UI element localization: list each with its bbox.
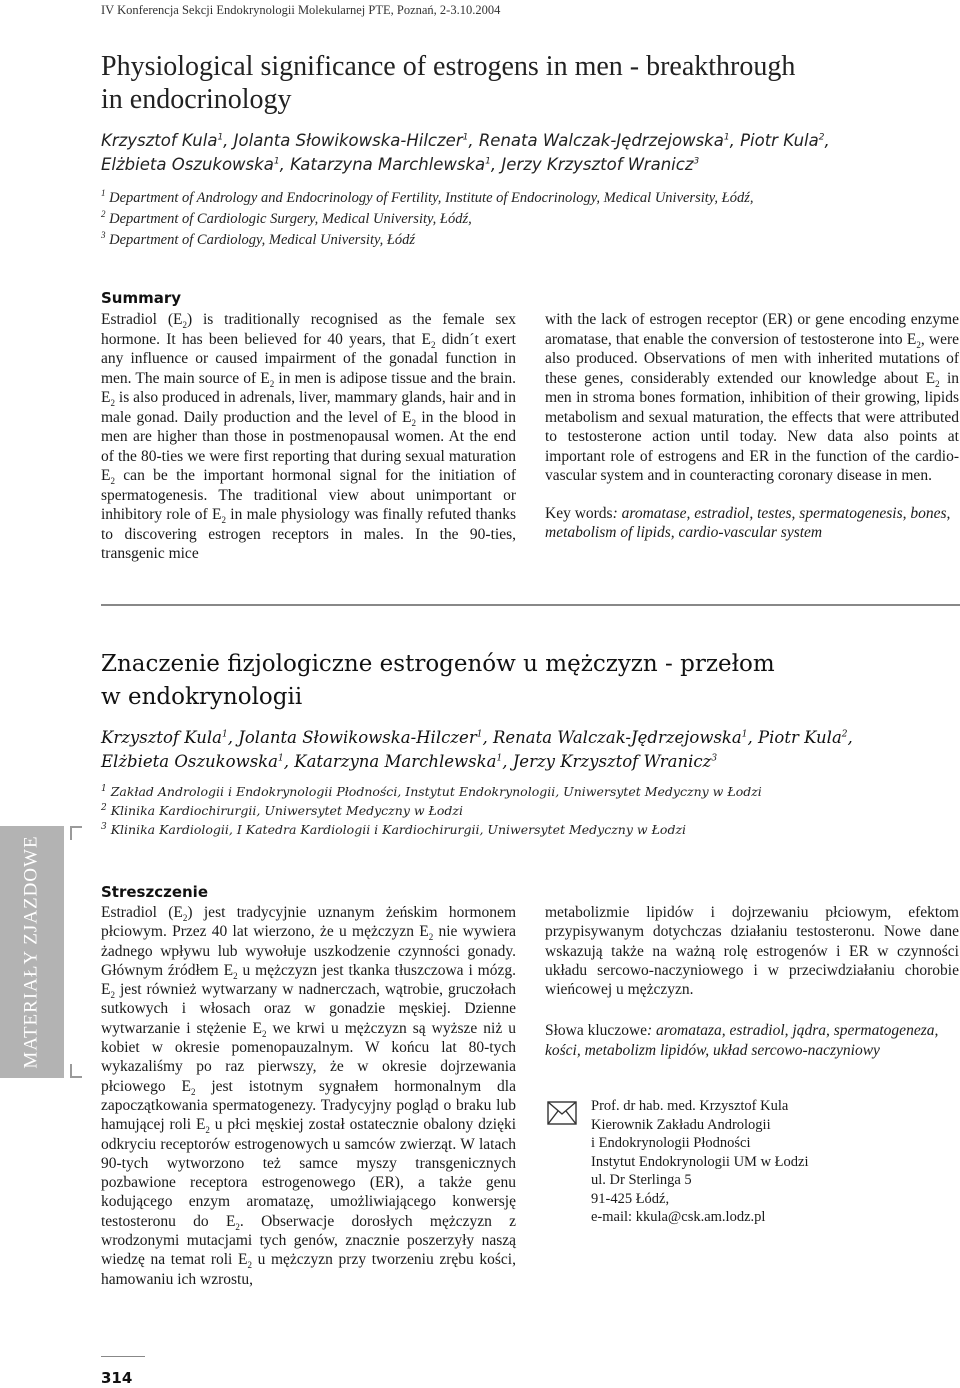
author-affiliation-mark: 3 (693, 156, 700, 167)
text-run: jest istotnym sygnałem hormonalnym dla zapoczątkowania spermatogenezy. Tradycyjny pogląd o braku lub hamującej roli E (101, 1077, 516, 1134)
summary-column-right (545, 310, 959, 543)
subscript: 2 (269, 378, 275, 389)
title-line: in endocrinology (101, 84, 292, 115)
streszczenie-heading: Streszczenie (101, 883, 208, 901)
article-title-pl (101, 648, 951, 714)
title-line: Physiological significance of estrogens in men - breakthrough (101, 51, 796, 82)
affiliation-text: Zakład Andrologii i Endokrynologii Płodności, Instytut Endokrynologii, Uniwersytet Medyczny w Łodzi (106, 784, 762, 799)
affiliation-item (101, 820, 960, 839)
affiliation-text: Department of Andrology and Endocrinology of Fertility, Institute of Endocrinology, Medical University, Łódź, (105, 190, 754, 206)
text-run: didn´t exert any influence or caused impairment of the gonadal function in men. The main source of E (101, 330, 516, 387)
author-separator: , (468, 131, 479, 150)
affiliation-number: 3 (101, 230, 106, 241)
author-name: Jolanta Słowikowska-Hilczer (233, 131, 463, 150)
author-separator: , (279, 155, 291, 174)
text-run: ) jest tradycyjnie uznanym żeńskim hormonem płciowym. Przez 40 lat wierzono, że u mężczyzn E (101, 904, 516, 941)
conference-header: IV Konferencja Sekcji Endokrynologii Molekularnej PTE, Poznań, 2-3.10.2004 (101, 3, 501, 17)
text-run: u płci męskiej został ostatecznie obalony dzięki odkryciu receptorów estrogenowych u samców zwierząt. W latach 90-tych wytworzono też samce myszy transgenicznych pozbawione receptora estrogenowego (ER), a także genu kodującego enzym aromatazę, umożliwiającego konwersję testosteronu do E (101, 1116, 517, 1230)
author-separator: , (747, 728, 758, 747)
contact-line: Instytut Endokrynologii UM w Łodzi (591, 1153, 809, 1170)
contact-line: i Endokrynologii Płodności (591, 1135, 751, 1151)
section-divider (101, 604, 960, 606)
keywords-pl (545, 1021, 959, 1060)
text-run: with the lack of estrogen receptor (ER) or gene encoding enzyme aromatase, that enable the conversion of testosterone into E (545, 311, 959, 348)
author-name: Piotr Kula (740, 131, 819, 150)
author-affiliation-mark: 2 (841, 729, 848, 740)
author-list-en (101, 129, 960, 177)
subscript: 2 (205, 1125, 210, 1136)
affiliation-text: Department of Cardiologic Surgery, Medical University, Łódź, (105, 211, 472, 227)
author-name: Krzysztof Kula (101, 131, 218, 150)
contact-line: ul. Dr Sterlinga 5 (591, 1172, 692, 1188)
article-title-en (101, 50, 951, 116)
subscript: 2 (247, 1260, 252, 1271)
text-run: u mężczyzn przy tworzeniu zrębu kości, hamowaniu ich wzrostu, (101, 1251, 516, 1288)
text-run: nie wywiera żadnego wpływu lub wywołuje uszkodzenie czynności gonady. Głównym źródłem E (101, 923, 516, 979)
author-affiliation-mark: 3 (711, 753, 718, 764)
keywords-label: Key words (545, 504, 613, 522)
subscript: 2 (182, 913, 188, 924)
author-separator: , (490, 155, 502, 174)
author-separator: , (729, 131, 741, 150)
author-separator: , (223, 131, 234, 150)
contact-line: Prof. dr hab. med. Krzysztof Kula (591, 1098, 789, 1114)
text-run: metabolizmie lipidów i dojrzewaniu płciowym, efektom przypisywanym dotychczas działaniu testosteronu. Nowe dane wskazują także na ważną rolę estrogenów i ER w czynności układu sercowo-naczyniowego i w przeciwdziałaniu chorobie wieńcowej u mężczyzn. (545, 904, 959, 999)
affiliation-text: Klinika Kardiologii, I Katedra Kardiologii i Kardiochirurgii, Uniwersytet Medyczny w Łodzi (106, 822, 687, 837)
author-name: Elżbieta Oszukowska (101, 752, 279, 771)
streszczenie-column-right (545, 903, 959, 1060)
subscript: 2 (428, 932, 434, 943)
title-line: w endokrynologii (101, 684, 303, 710)
envelope-icon (547, 1101, 577, 1125)
affiliation-number: 2 (101, 209, 106, 220)
summary-heading: Summary (101, 289, 182, 307)
author-name: Katarzyna Marchlewska (294, 752, 497, 771)
subscript: 2 (233, 970, 238, 981)
subscript: 2 (182, 320, 187, 331)
author-affiliation-mark: 1 (496, 753, 503, 764)
subscript: 2 (110, 476, 115, 487)
author-separator: , (824, 131, 830, 150)
author-affiliation-mark: 1 (278, 753, 284, 764)
text-run: we krwi u mężczyzn są wyższe niż u kobiet w okresie pomenopauzalnym. W końcu lat 80-tych wykazaliśmy po raz pierwszy, że w okresie dojrzewania płciowego E (101, 1019, 516, 1095)
author-affiliation-mark: 2 (818, 132, 825, 143)
text-run: is also produced in adrenals, liver, mammary glands, hair and in male gonad. Daily production and the level of E (101, 389, 516, 426)
author-name: Renata Walczak-Jędrzejowska (492, 728, 742, 747)
affiliation-item (101, 230, 960, 251)
author-affiliation-mark: 1 (462, 132, 469, 143)
streszczenie-column-left (101, 903, 516, 1289)
affiliation-text: Department of Cardiology, Medical University, Łódź (105, 232, 416, 248)
author-separator: , (502, 752, 513, 771)
author-name: Renata Walczak-Jędrzejowska (478, 131, 724, 150)
subscript: 2 (190, 1086, 196, 1097)
text-run: , were also produced. Observations of men with inherited mutations of these genes, considerably extended our knowledge about E (545, 330, 959, 387)
author-name: Katarzyna Marchlewska (290, 155, 486, 174)
page-number: 314 (101, 1369, 133, 1387)
author-affiliation-mark: 1 (476, 729, 483, 740)
correspondence-address (591, 1097, 891, 1227)
author-affiliation-mark: 1 (723, 132, 730, 143)
author-line (101, 153, 960, 177)
author-name: Elżbieta Oszukowska (101, 155, 274, 174)
author-separator: , (283, 752, 295, 771)
affiliation-number: 1 (101, 783, 107, 794)
subscript: 2 (935, 378, 940, 389)
subscript: 2 (430, 339, 436, 350)
affiliation-number: 2 (101, 802, 107, 813)
affiliations-pl (101, 782, 960, 839)
summary-column-left (101, 310, 516, 564)
affiliation-item (101, 188, 960, 209)
text-run: can be the important hormonal signal for the initiation of spermatogenesis. The traditional view about unimportant or inhibitory role of E (101, 467, 516, 523)
affiliation-number: 3 (101, 821, 107, 832)
author-name: Krzysztof Kula (101, 728, 223, 747)
author-affiliation-mark: 1 (273, 156, 280, 167)
author-affiliation-mark: 1 (485, 156, 491, 167)
author-affiliation-mark: 1 (217, 132, 224, 143)
text-run: u mężczyzn jest tkanka tłuszczowa i mózg. E (101, 961, 516, 999)
subscript: 2 (110, 990, 115, 1001)
subscript: 2 (235, 1221, 240, 1232)
affiliation-item (101, 801, 960, 820)
author-line (101, 726, 960, 750)
author-separator: , (227, 728, 239, 747)
text-run: ) is traditionally recognised as the female sex hormone. It has been believed for 40 years, that E (101, 311, 516, 348)
text-run: Estradiol (E (101, 904, 183, 921)
author-separator: , (482, 728, 493, 747)
keywords-text: : aromatase, estradiol, testes, spermatogenesis, bones, metabolism of lipids, cardio-vascular system (545, 504, 951, 541)
author-line (101, 129, 960, 153)
footer-rule (101, 1356, 145, 1357)
author-affiliation-mark: 1 (741, 729, 748, 740)
author-affiliation-mark: 1 (222, 729, 228, 740)
affiliation-item (101, 209, 960, 230)
contact-line: Kierownik Zakładu Andrologii (591, 1116, 771, 1133)
subscript: 2 (411, 417, 417, 428)
contact-email[interactable]: e-mail: kkula@csk.am.lodz.pl (591, 1209, 766, 1225)
bracket-cap (70, 1076, 82, 1078)
affiliation-text: Klinika Kardiochirurgii, Uniwersytet Medyczny w Łodzi (106, 803, 464, 818)
bracket-cap (70, 826, 82, 828)
text-run: in male physiology was finally refuted thanks to discovering estrogen receptors in males. In the 90-ties, transgenic mice (101, 506, 516, 562)
author-separator: , (847, 728, 853, 747)
author-name: Jerzy Krzysztof Wranicz (501, 155, 694, 174)
keywords-en (545, 504, 959, 543)
text-run: in men in stroma bones formation, inhibition of their growing, lipids metabolism and sexual maturation, the effects that were attributed to testosterone action until today. New data also points at important role of estrogens and ER in the function of the cardio-vascular system and in counteracting coronary disease in men. (545, 369, 960, 484)
text-run: . Obserwacje dorosłych mężczyzn z wrodzonymi mutacjami tych genów, znacznie poszerzyły naszą wiedzę na temat roli E (101, 1212, 516, 1269)
author-name: Piotr Kula (758, 728, 842, 747)
subscript: 2 (221, 515, 226, 526)
author-line (101, 750, 960, 774)
keywords-label: Słowa kluczowe (545, 1022, 648, 1040)
author-name: Jerzy Krzysztof Wranicz (512, 752, 712, 771)
bracket-line (70, 826, 72, 840)
title-line: Znaczenie fizjologiczne estrogenów u mężczyzn - przełom (101, 651, 775, 677)
side-section-label (0, 826, 64, 1078)
side-tab-text: MATERIAŁY ZJAZDOWE (21, 835, 42, 1069)
text-run: in men is adipose tissue and the brain. E (101, 369, 516, 406)
keywords-text: : aromataza, estradiol, jądra, spermatogeneza, kości, metabolizm lipidów, układ sercowo-naczyniowy (545, 1022, 939, 1059)
subscript: 2 (261, 1028, 267, 1039)
subscript: 2 (110, 398, 115, 409)
author-list-pl (101, 726, 960, 774)
contact-line: 91-425 Łódź, (591, 1190, 670, 1207)
affiliation-item (101, 782, 960, 801)
affiliations-en (101, 188, 960, 251)
author-name: Jolanta Słowikowska-Hilczer (238, 728, 477, 747)
affiliation-number: 1 (101, 188, 106, 199)
text-run: in the blood in men are higher than those in postmenopausal women. At the end of the 80-ties we were first reporting that during sexual maturation E (101, 408, 516, 484)
subscript: 2 (916, 339, 921, 350)
text-run: Estradiol (E (101, 311, 183, 328)
text-run: jest również wytwarzany w nadnerczach, wątrobie, gruczołach sutkowych i włosach oraz w gonadzie męskiej. Dzienne wytwarzanie i stężenie E (101, 981, 516, 1037)
